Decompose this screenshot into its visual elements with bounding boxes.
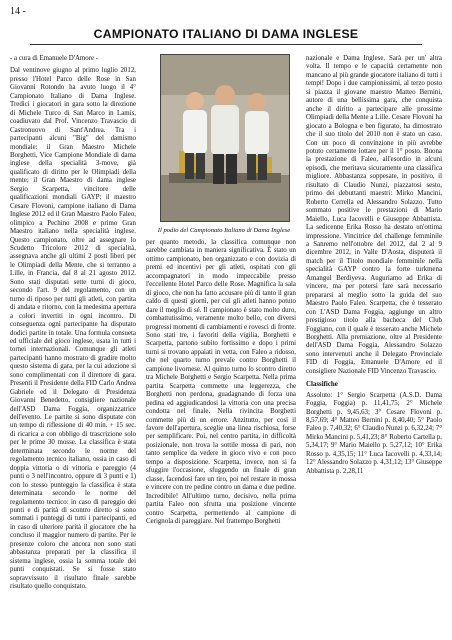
classification-title: Classifiche — [306, 381, 338, 389]
classification-text: Assoluto: 1° Sergio Scarpetta (A.S.D. Dama Foggia, Foggia) p. 11,41,75; 2° Michele Borghetti p. 9,45,63; 3° Cesare Flovoni p. 8,57,69; 4° Matteo Bernini p. 8,40,40; 5° Paolo Faleo p. 7,40,32; 6° Claudio Nunzi p. 6,32,24; 7° Mirko Mancini p. 5,41,23; 8° Roberto Cartella p. 5,34,17; 9° Mario Maiello p. 5,27,12; 10° Erika Rosso p. 4,35,15; 11° Luca Iacovelli p. 4,33,14; 12° Alessandro Solazzo p. 4,31,12; 13° Giuseppe Abbattista p. 2,28,11 — [306, 391, 442, 475]
title-rule — [30, 44, 422, 45]
podium-photo-illustration — [161, 55, 289, 221]
column-2 — [146, 239, 296, 635]
photo-caption: Il podio del Campionato Italiano di Dama Inglese — [157, 227, 291, 234]
author-line: - a cura di Emanuele D'Amore - — [10, 55, 99, 62]
column-1 — [10, 55, 136, 635]
column-4-content — [306, 55, 442, 635]
podium-photo — [160, 54, 290, 222]
column-1-text: Dal ventinove giugno al primo luglio 2012, presso l'Hotel Parco delle Rose in San Giovanni Rotondo ha avuto luogo il 4° Campionato Italiano di Dama Inglese. Tredici i giocatori in gara sotto la direzione di Michele Turco di San Marco in Lamis, coadiuvato dal Prof. Vincenzo Travascio di Castronuovo di Sant'Andrea. Tra i partecipanti alcuni "Big" del damismo mondiale: il Gran Maestro Michele Borghetti, Vice Campione Mondiale di dama inglese della specialità 3-move, già qualificato di diritto per le Olimpiadi della mente; il Gran Maestro di dama inglese Sergio Scarpetta, vincitore delle qualificazioni mondiali GAYP; il maestro Cesare Flovoni, campione italiano di Dama Inglese 2012 ed il Gran Maestro Paolo Faleo, olimpico a Pechino 2008 e primo Gran Maestro italiano nella specialità inglese. Questo campionato, oltre ad assegnare lo Scudetto Tricolore 2012 di specialità, assegnava anche gli ultimi 2 posti liberi per le Olimpiadi della Mente, che si terranno a Lille, in Francia, dal 8 al 21 agosto 2012. Sono stati disputati sette turni di gioco, secondo l'art. 9 del regolamento, con un turno di riposo per tutti gli atleti, con partita di andata e ritorno, con la medesima apertura a colori invertiti in ogni incontro. Di conseguenza ogni partecipante ha disputato dodici partite in totale. Una formula consueta ed ufficiale del gioco inglese, usata in tutti i tornei internazionali. Comunque gli atleti partecipanti hanno mostrato di gradire molto questo sistema di gara, per la cui adozione si sono complimentati con il direttore di gara. Presenti il Presidente della FID Carlo Andrea Gabriele ed il Delegato di Presidenza Giovanni Benedetto, consigliere nazionale dell'ASD Dama Foggia, organizzatrice dell'evento. Le partite si sono disputate con un tempo di riflessione di 40 min. + 15 sec. di ricarica a con obbligo di trascrizione solo per le prime 30 mosse. La classifica è stata determinata secondo le norme del regolamento tecnico italiano, ossia in caso di doppia vittoria o di vittoria e pareggio (4 punti o 3 nell'incontro, oppure di 3 punti e 1) con lo stesso punteggio la classifica è stata determinata secondo le norme del regolamento tecnico: in caso di pareggio dei punti e di parità di scontro diretto si sono sommati i punteggi di tutti i partecipanti, ed in caso di ulteriore parità il giocatore che ha concluso il maggior numero di partite. Per le presenze coloro che ancora non sono stati abbastanza preparati per la classifica il sistema inglese, ossia la somma totale dei punti conquistati. Se si fosse stato sopravvissuto il risultato finale sarebbe risultato quello conquistato. — [10, 67, 136, 591]
column-2-text: per quanto metodo, la classifica comunque non sarebbe cambiata in maniera significativa. È stato un ottimo campionato, ben organizzato e con dovizia di premi ed incentivi per gli atleti, ospitati con gli accompagnatori in modo impeccabile presso l'eccellente Hotel Parco delle Rose. Magnifica la sala di gioco, che non ha fatto accusare più di tanto il gran caldo di questi giorni, per cui gli atleti hanno potuto dare il meglio di sé. Il campionato è stato molto duro, combattutissimo, veramente molto bello, con diversi progressi momenti di cambiamenti e rovesci di fronte. Sono stati tre, i favoriti della vigilia, Borghetti e Scarpetta, partono subito fortissimo e dopo i primi turni si trovano appaiati in vetta, con Faleo a ridosso, che nel quarto turno prevale contro Borghetti il campione livornese. Al quinto turno lo scontro diretto tra Michele Borghetti e Sergio Scarpetta. Nella prima partita Scarpetta commette una leggerezza, che Borghetti non perdona, guadagnando di forza una pedina ed aggiudicandosi la vittoria con una precisa condotta nel finale. Nella rivincita Borghetti commette più di un errore. Anzitutto, per così il favore dell'apertura, sceglie una linea rischiosa, forse per semplificare. Poi, nel centro partita, in difficoltà posizionale, non trova la sottile mossa di pari, non tanto semplice da vedere in gioco vivo e con poco tempo a disposizione. Scarpetta, invece, non si fa sfuggire l'occasione, sfuggendo un finale di gran classe, facendosi fare un tiro, poi nel restare in mossa e vincere con tre pedine contro un dama e due pedine. Incredibile! All'ultimo turno, decisivo, nella prima partita Faleo non sfrutta una posizione vincente contro Scarpetta, permettendo al campione di Cerignola di pareggiare. Nel frattempo Borghetti — [146, 239, 296, 525]
article-title: CAMPIONATO ITALIANO DI DAMA INGLESE — [93, 27, 359, 41]
page-number: 14 - — [10, 6, 26, 17]
column-4-text: nazionale e Dama Inglese. Sarà per un' altra volta. Il tempo e le capacità certamente non mancano al più grande giocatore italiano di tutti i tempi! Dopo i due campionissimi, al terzo posto si piazza il giovane maestro Matteo Bernini, autore di una bellissima gara, che conquista anche il diritto a partecipare alle prossime Olimpiadi della Mente a Lille. Cesare Flovoni ha giocato a Bologna e ben figurato, ha dimostrato che il suo titolo del 2010 non è stato un caso. Con un poco di convinzione in più avrebbe potuto certamente lottare per il 1° posto. Buona la prestazione di Faleo, all'esordio in alcuni episodi, che meritava sicuramente una classifica migliore. Abbastanza soppesate, in positivo, il risultato di Claudio Nunzi, piazzatosi sesto, primo dei debuttanti maestri: Mirko Mancini, Roberto Cerrella ed Alessandro Solazzo. Tutto sommato positive le prestazioni di Mario Maiello, Luca Iacovelli e Giuseppe Abbattista. La sedicenne Erika Rosso ha destato un'ottima impressione. Vincitrice del challenge femminile a Sanremo nell'ottobre del 2012, dal 2 al 9 dicembre 2012, in Valle D'Aosta, disputerà il match per il Titolo mondiale femminile nella specialità GAYP contro la forte turkmena Amangul Berdiyeva. Auguriamo ad Erika di vincere, ma per potersi fare sarà necessario prepararsi al meglio sotto la guida del suo Maestro Paolo Faleo. Scarpetta, che è tesserato con L'ASD Dama Foggia, aggiunge un altro prestigioso titolo alla bacheca del Club Foggiano, con il quale è tesserato anche Michele Borghetti. Alla premiazione, oltre al Presidente dell'ASD Dama Foggia, Alessandro Solazzo sono intervenuti anche il Delegato Provinciale FID di Foggia, Emanuele D'Amore ed il consigliere Nazionale FID Vincenzo Travascio. — [306, 55, 442, 375]
